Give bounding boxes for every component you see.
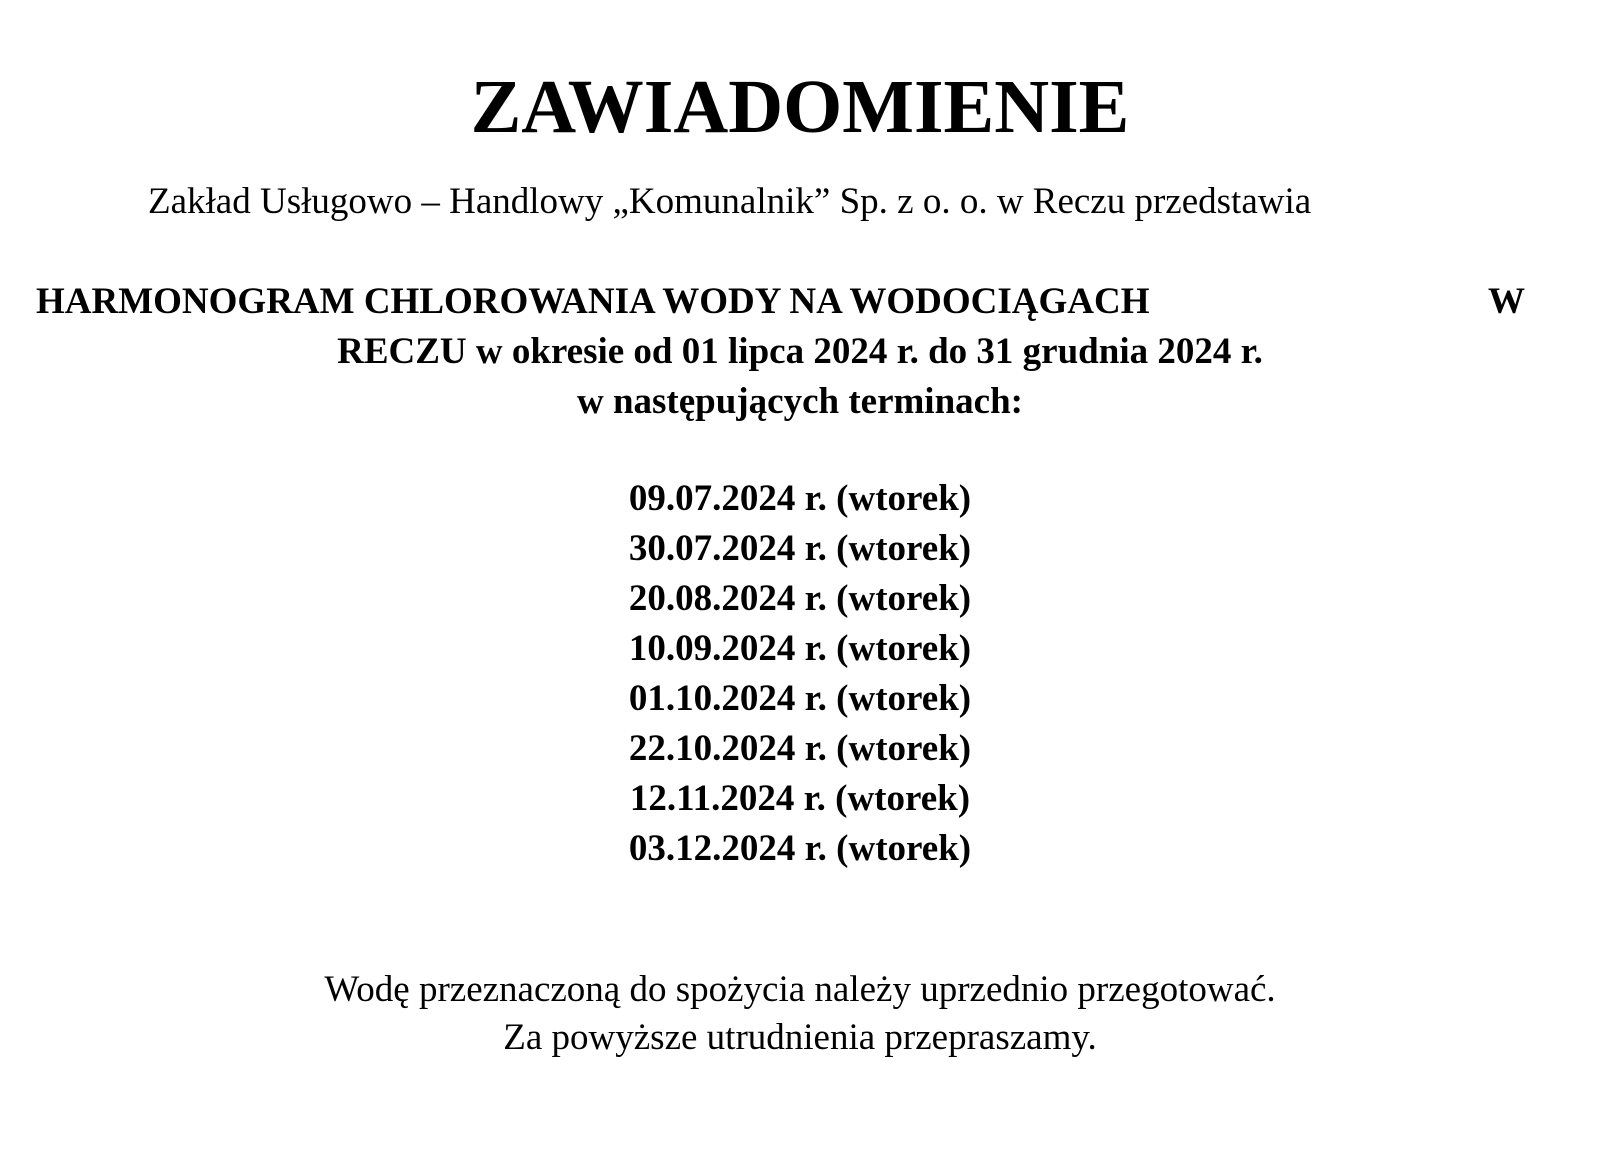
chlorination-date: 22.10.2024 r. (wtorek)	[628, 728, 972, 769]
company-intro: Zakład Usługowo – Handlowy „Komunalnik” Sp. z o. o. w Reczu przedstawia	[148, 181, 1312, 222]
chlorination-date: 10.09.2024 r. (wtorek)	[628, 628, 972, 669]
schedule-heading-line2: RECZU w okresie od 01 lipca 2024 r. do 31 grudnia 2024 r.	[337, 331, 1263, 372]
chlorination-date: 20.08.2024 r. (wtorek)	[628, 578, 972, 619]
chlorination-date: 30.07.2024 r. (wtorek)	[628, 528, 972, 569]
boil-water-advice: Wodę przeznaczoną do spożycia należy uprzednio przegotować.	[324, 969, 1276, 1010]
apology-text: Za powyższe utrudnienia przepraszamy.	[503, 1017, 1097, 1058]
chlorination-date: 09.07.2024 r. (wtorek)	[628, 478, 972, 519]
chlorination-date: 03.12.2024 r. (wtorek)	[628, 828, 972, 869]
notice-title: ZAWIADOMIENIE	[470, 65, 1130, 149]
schedule-heading-line1: HARMONOGRAM CHLOROWANIA WODY NA WODOCIĄGACH	[36, 281, 1150, 322]
chlorination-dates-list	[0, 474, 1600, 874]
chlorination-date: 12.11.2024 r. (wtorek)	[629, 778, 971, 819]
chlorination-date: 01.10.2024 r. (wtorek)	[628, 678, 972, 719]
notice-footer	[0, 966, 1600, 1062]
schedule-heading-line3: w następujących terminach:	[576, 381, 1023, 422]
schedule-heading-line1-end: W	[1488, 281, 1525, 322]
